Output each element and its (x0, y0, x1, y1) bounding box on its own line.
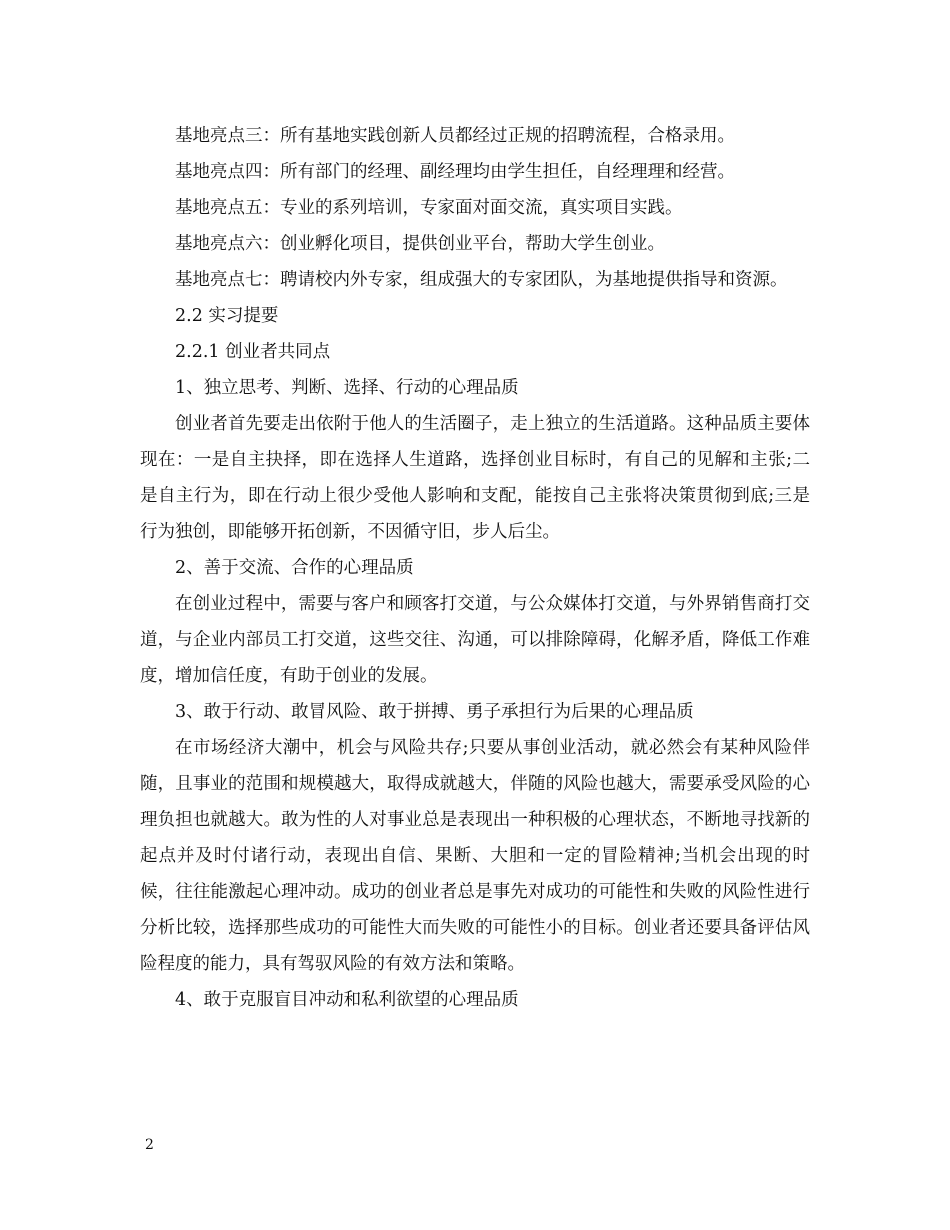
section-heading-2-2: 2.2 实习提要 (175, 306, 279, 326)
paragraph-highlight-4: 基地亮点四：所有部门的经理、副经理均由学生担任，自经理理和经营。 (175, 162, 735, 182)
paragraph-risk: 在市场经济大潮中，机会与风险共存;只要从事创业活动，就必然会有某种风险伴随，且事业的范围和规模越大，取得成就越大，伴随的风险也越大，需要承受风险的心理负担也就越大。敢为性的人对事业总是表现出一种积极的心理状态，不断地寻找新的起点并及时付诸行动，表现出自信、果断、大胆和一定的冒险精神;当机会出现的时候，往往能激起心理冲动。成功的创业者总是事先对成功的可能性和失败的风险性进行分析比较，选择那些成功的可能性大而失败的可能性小的目标。创业者还要具备评估风险程度的能力，具有驾驭风险的有效方法和策略。 (140, 738, 810, 974)
document-body (140, 118, 810, 1018)
item-heading-4: 4、敢于克服盲目冲动和私利欲望的心理品质 (175, 990, 519, 1010)
paragraph-highlight-3: 基地亮点三：所有基地实践创新人员都经过正规的招聘流程，合格录用。 (175, 126, 735, 146)
paragraph-independence: 创业者首先要走出依附于他人的生活圈子，走上独立的生活道路。这种品质主要体现在：一是自主抉择，即在选择人生道路，选择创业目标时，有自己的见解和主张;二是自主行为，即在行动上很少受他人影响和支配，能按自己主张将决策贯彻到底;三是行为独创，即能够开拓创新，不因循守旧，步人后尘。 (140, 414, 810, 542)
item-heading-2: 2、善于交流、合作的心理品质 (175, 558, 414, 578)
paragraph-highlight-5: 基地亮点五：专业的系列培训，专家面对面交流，真实项目实践。 (175, 198, 683, 218)
section-heading-2-2-1: 2.2.1 创业者共同点 (175, 342, 331, 362)
paragraph-communication: 在创业过程中，需要与客户和顾客打交道，与公众媒体打交道，与外界销售商打交道，与企业内部员工打交道，这些交往、沟通，可以排除障碍，化解矛盾，降低工作难度，增加信任度，有助于创业的发展。 (140, 594, 810, 686)
item-heading-1: 1、独立思考、判断、选择、行动的心理品质 (175, 378, 519, 398)
page-number: 2 (145, 1137, 154, 1153)
item-heading-3: 3、敢于行动、敢冒风险、敢于拼搏、勇子承担行为后果的心理品质 (175, 702, 694, 722)
paragraph-highlight-7: 基地亮点七：聘请校内外专家，组成强大的专家团队，为基地提供指导和资源。 (175, 270, 788, 290)
paragraph-highlight-6: 基地亮点六：创业孵化项目，提供创业平台，帮助大学生创业。 (175, 234, 665, 254)
